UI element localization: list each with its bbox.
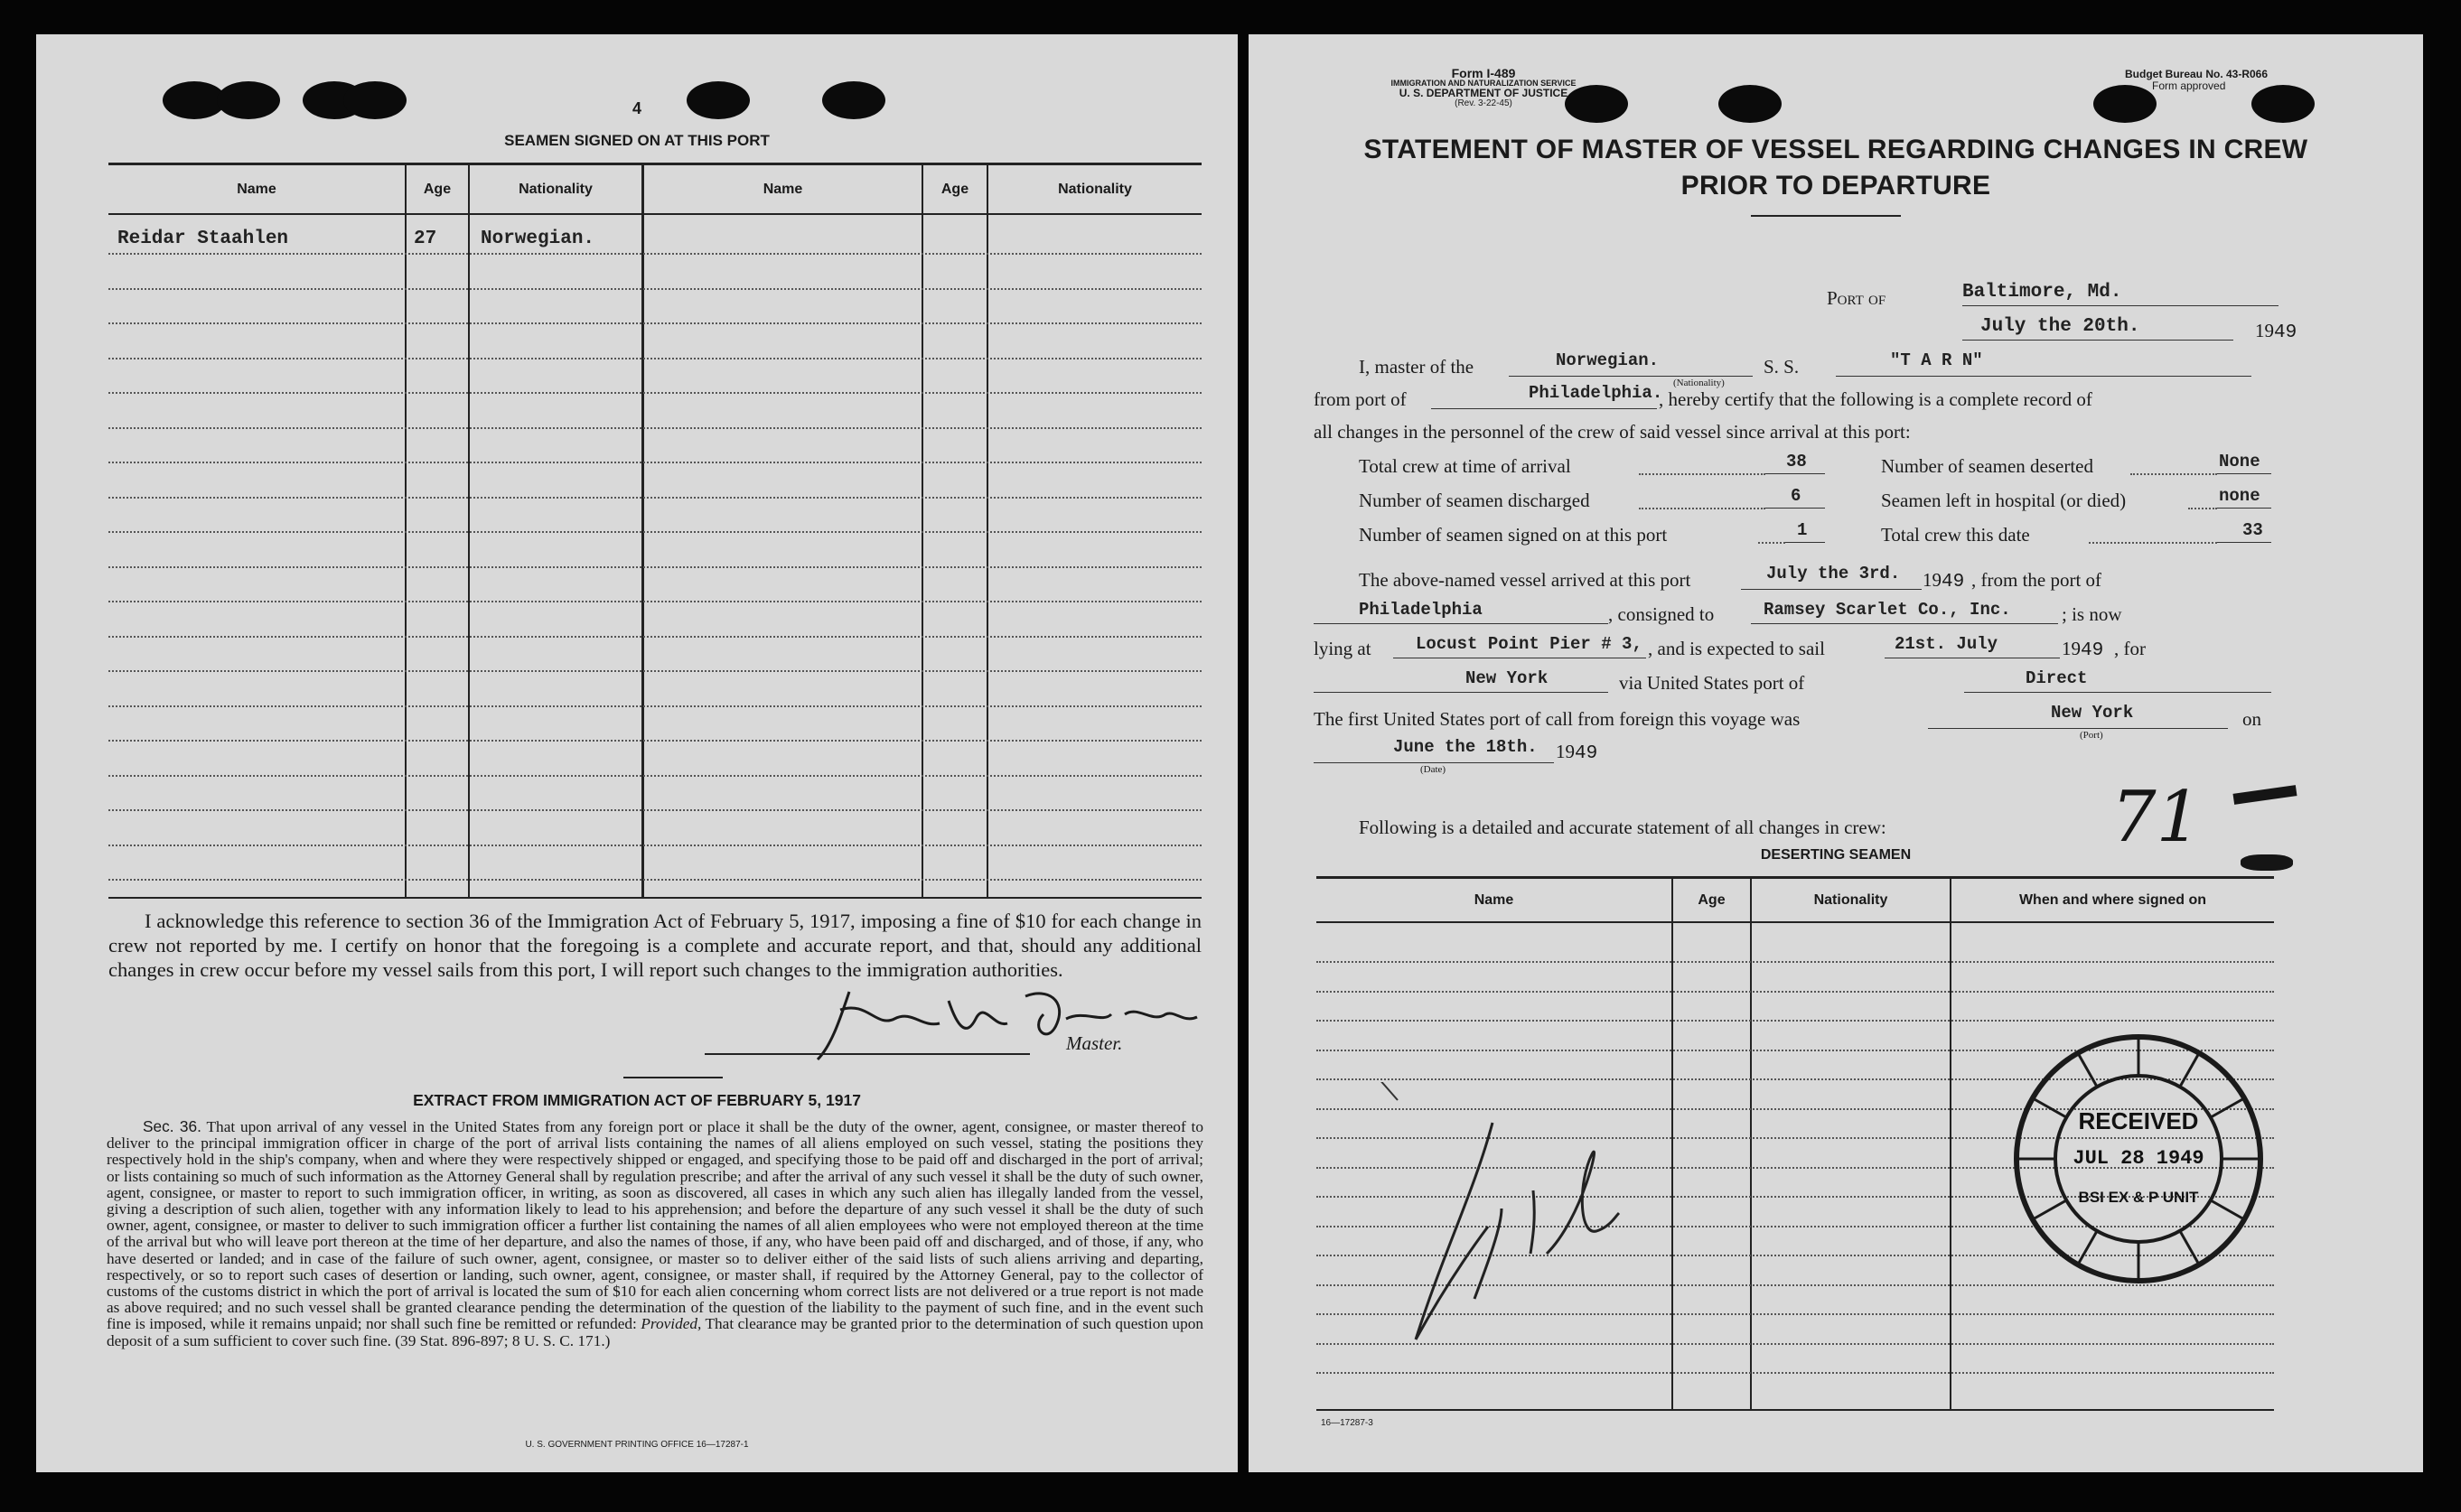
arrived-from-line — [1314, 623, 1608, 624]
acknowledgement-text: I acknowledge this reference to section 36 of the Immigration Act of February 5, 1917, imposing a fine of $10 for each change in crew not reported by me. I certify on honor that the foregoing is a complete and accurate report, and that, should any additional changes in crew occur before my vessel sails from this port, I will report such changes to the immigration authorities. — [108, 910, 1202, 981]
year-prefix: 19 — [2255, 320, 2274, 341]
left-page — [36, 34, 1238, 1472]
extract-title: EXTRACT FROM IMMIGRATION ACT OF FEBRUARY 5, 1917 — [413, 1091, 861, 1109]
row-rule — [108, 670, 1202, 672]
leader-dots — [1639, 473, 1765, 475]
leader-dots — [2188, 508, 2217, 509]
lying-at-value: Locust Point Pier # 3, — [1416, 634, 1642, 654]
row-rule — [108, 705, 1202, 707]
year-prefix: 19 — [1923, 569, 1942, 591]
date-year — [2255, 320, 2297, 343]
table-top-rule — [1316, 876, 2274, 879]
stat-line — [2217, 508, 2271, 509]
row-rule — [108, 740, 1202, 742]
is-now-label: ; is now — [2062, 603, 2122, 625]
via-label: via United States port of — [1619, 672, 1805, 694]
arrived-date: July the 3rd. — [1766, 564, 1901, 583]
deserting-title: DESERTING SEAMEN — [1760, 847, 1912, 863]
lying-at-label: lying at — [1314, 638, 1371, 659]
year-value: 49 — [1575, 743, 1598, 764]
certify-text-2: all changes in the personnel of the crew of said vessel since arrival at this port: — [1314, 421, 1911, 443]
for-label: , for — [2114, 638, 2146, 659]
consigned-value: Ramsey Scarlet Co., Inc. — [1764, 600, 2011, 620]
leader-dots — [2089, 542, 2217, 544]
row-rule — [108, 427, 1202, 429]
seaman-nationality: Norwegian. — [481, 229, 595, 249]
from-the-port-label: , from the port of — [1971, 569, 2102, 591]
port-value: Baltimore, Md. — [1962, 282, 2122, 303]
stat-value: none — [2219, 486, 2260, 506]
column-header: Nationality — [519, 182, 593, 197]
row-rule — [1316, 1372, 2274, 1374]
row-rule — [108, 775, 1202, 777]
column-header: Nationality — [1058, 182, 1132, 197]
row-rule — [108, 288, 1202, 290]
first-port-year — [1556, 741, 1597, 764]
budget-bureau — [2125, 69, 2268, 92]
stat-label: Total crew at time of arrival — [1359, 455, 1571, 477]
stat-label: Number of seamen discharged — [1359, 490, 1590, 511]
row-rule — [108, 497, 1202, 499]
date-caption: (Date) — [1420, 764, 1446, 775]
consigned-label: , consigned to — [1608, 603, 1715, 625]
row-rule — [108, 809, 1202, 811]
year-value: 49 — [1942, 572, 1965, 593]
column-header: Name — [237, 182, 276, 197]
date-line — [1962, 340, 2233, 341]
table-top-rule — [108, 163, 1202, 165]
from-port-value: Philadelphia. — [1529, 383, 1663, 403]
extract-text: That upon arrival of any vessel in the United States from any foreign port or place it shall be the duty of the owner, agent, consignee, or master thereof to deliver to the principal immigration officer in charge of the port of arrival lists containing the names of all aliens employed on such vessel, stating the positions they respectively hold in the ship's company, when and where they were respectively shipped or engaged, and specifying those to be paid off and discharged in the port of arrival; or lists containing so much of such information as the Attorney General shall by regulation prescribe; and after the arrival of any such vessel it shall be the duty of such owner, agent, consignee, or master to report to such immigration officer, in writing, as soon as discovered, all cases in which any such alien has illegally landed from the vessel, giving a description of such alien, together with any information likely to lead to his apprehension; and before the departure of any such vessel it shall be the duty of such owner, agent, consignee, or master to deliver to such immigration officer a further list containing the names of all alien employees who were not employed thereon at the time of the arrival but who will leave port thereon at the time of her departure, and also the names of those, if any, who have been paid off and discharged, and of those, if any, who have deserted or landed; and in case of the failure of such owner, agent, consignee, or master so to deliver either of the said lists of such aliens arriving and departing, respectively, or so to report such cases of desertion or landing, such owner, agent, consignee, or master shall, if required by the Attorney General, pay to the collector of customs of the customs district in which the port of arrival is located the sum of $10 for each alien concerning whom correct lists are not delivered or a true report is not made as above required; and no such vessel shall be granted clearance pending the determination of the question of the liability to the payment of such fine, and in the event such fine is imposed, while it remains unpaid; nor shall such fine be remitted or refunded: — [107, 1118, 1203, 1333]
row-rule — [108, 531, 1202, 533]
from-port-label: from port of — [1314, 388, 1407, 410]
via-line — [1964, 692, 2271, 693]
title-line-1: STATEMENT OF MASTER OF VESSEL REGARDING CHANGES IN CREW — [1363, 135, 2308, 164]
stat-line — [2217, 542, 2271, 543]
port-caption: (Port) — [2080, 730, 2103, 741]
stat-value: 38 — [1786, 452, 1807, 471]
right-page — [1249, 34, 2423, 1472]
first-port-value: New York — [2051, 703, 2134, 723]
table-bottom-rule — [108, 897, 1202, 899]
year-value: 49 — [2081, 640, 2104, 661]
first-port-line — [1928, 728, 2228, 729]
form-title — [1249, 132, 2423, 204]
certify-text: , hereby certify that the following is a complete record of — [1659, 388, 2092, 410]
stat-label: Number of seamen signed on at this port — [1359, 524, 1668, 546]
stat-value: 33 — [2242, 520, 2263, 540]
row-rule — [108, 358, 1202, 359]
column-divider — [1950, 879, 1951, 1409]
column-header: Age — [1698, 892, 1726, 908]
sail-date: 21st. July — [1895, 634, 1998, 654]
printer-mark: 16—17287-3 — [1321, 1418, 1373, 1428]
column-header: Nationality — [1813, 892, 1888, 908]
form-header — [1312, 66, 1655, 108]
master-label: Master. — [1066, 1032, 1123, 1054]
stamp-received: RECEIVED — [2078, 1107, 2199, 1134]
stat-label: Seamen left in hospital (or died) — [1881, 490, 2127, 511]
seaman-age: 27 — [414, 229, 437, 249]
row-rule — [108, 845, 1202, 846]
extract-body — [107, 1118, 1203, 1349]
agency: IMMIGRATION AND NATURALIZATION SERVICE — [1390, 79, 1577, 88]
column-header: Age — [423, 182, 452, 197]
first-port-date: June the 18th. — [1393, 737, 1538, 757]
year-prefix: 19 — [2062, 638, 2081, 659]
stamp-date: JUL 28 1949 — [2073, 1147, 2204, 1170]
stamp-unit: BSI EX & P UNIT — [2078, 1189, 2199, 1206]
stat-label: Total crew this date — [1881, 524, 2030, 546]
stat-line — [1765, 473, 1825, 474]
following-text: Following is a detailed and accurate statement of all changes in crew: — [1359, 817, 1886, 838]
arrived-from: Philadelphia — [1359, 600, 1483, 620]
stat-value: None — [2219, 452, 2260, 471]
stat-value: 1 — [1797, 520, 1808, 540]
revision: (Rev. 3-22-45) — [1455, 98, 1512, 108]
row-rule — [108, 253, 1202, 255]
punch-hole — [217, 81, 280, 119]
sail-year — [2062, 638, 2103, 661]
column-header: Name — [763, 182, 803, 197]
row-rule — [108, 879, 1202, 881]
row-rule — [1316, 1020, 2274, 1022]
stat-line — [1785, 542, 1825, 543]
row-rule — [1316, 991, 2274, 993]
column-divider — [1671, 879, 1673, 1409]
extract-proviso: Provided, — [641, 1315, 702, 1333]
destination-line — [1314, 692, 1608, 693]
vessel-name: "T A R N" — [1890, 350, 1983, 370]
stat-line — [2217, 473, 2271, 474]
pen-scratch — [2233, 785, 2297, 805]
row-rule — [108, 601, 1202, 602]
port-line — [1962, 305, 2279, 306]
via-value: Direct — [2026, 668, 2088, 688]
first-date-line — [1314, 762, 1554, 763]
arrived-year — [1923, 569, 1964, 593]
handwritten-mark: 71 — [2111, 777, 2202, 858]
from-port-line — [1431, 408, 1657, 409]
leader-dots — [1758, 542, 1785, 544]
year-value: 49 — [2274, 322, 2297, 343]
column-divider — [1750, 879, 1752, 1409]
master-signature — [813, 974, 1238, 1073]
arrived-line — [1741, 589, 1922, 590]
form-approved: Form approved — [2152, 79, 2226, 92]
first-port-label: The first United States port of call from foreign this voyage was — [1314, 708, 1801, 730]
port-label: Port of — [1827, 287, 1886, 309]
consigned-line — [1751, 623, 2058, 624]
separator — [623, 1077, 723, 1078]
arrived-label: The above-named vessel arrived at this port — [1359, 569, 1691, 591]
extract-tail: That clearance may be granted prior to the determination of such question upon deposit of a sum sufficient to cover such fine. (39 Stat. 896-897; 8 U. S. C. 171.) — [107, 1315, 1203, 1349]
nationality-line — [1509, 376, 1753, 377]
leader-dots — [2130, 473, 2217, 475]
nationality-value: Norwegian. — [1556, 350, 1660, 370]
on-label: on — [2242, 708, 2261, 730]
master-of-label: I, master of the — [1359, 356, 1474, 378]
expected-label: , and is expected to sail — [1648, 638, 1825, 659]
budget-number: Budget Bureau No. 43-R066 — [2125, 68, 2269, 80]
vessel-line — [1836, 376, 2251, 377]
row-rule — [1316, 961, 2274, 963]
section-label: Sec. 36. — [143, 1117, 201, 1135]
column-header: When and where signed on — [2018, 892, 2207, 908]
table-title: SEAMEN SIGNED ON AT THIS PORT — [504, 132, 770, 149]
row-rule — [108, 392, 1202, 394]
handwritten-nil — [1375, 1082, 1664, 1362]
ss-label: S. S. — [1764, 356, 1800, 378]
title-underline — [1751, 215, 1901, 217]
row-rule — [108, 636, 1202, 638]
seaman-name: Reidar Staahlen — [117, 229, 289, 249]
stat-label: Number of seamen deserted — [1881, 455, 2093, 477]
table-bottom-rule — [1316, 1409, 2274, 1411]
title-line-2: PRIOR TO DEPARTURE — [1680, 171, 1991, 201]
row-rule — [108, 322, 1202, 324]
table-header-rule — [1316, 921, 2274, 923]
stat-value: 6 — [1791, 486, 1801, 506]
row-rule — [108, 462, 1202, 463]
received-stamp — [2007, 1028, 2269, 1290]
printer-mark: U. S. GOVERNMENT PRINTING OFFICE 16—17287-1 — [525, 1440, 749, 1450]
column-header: Name — [1474, 892, 1514, 908]
punch-hole — [343, 81, 407, 119]
department: U. S. DEPARTMENT OF JUSTICE — [1399, 87, 1568, 99]
stat-line — [1765, 508, 1825, 509]
form-number: Form I-489 — [1451, 66, 1516, 80]
page-number: 4 — [632, 99, 642, 117]
row-rule — [108, 566, 1202, 568]
table-header-rule — [108, 213, 1202, 215]
leader-dots — [1639, 508, 1765, 509]
punch-hole — [822, 81, 885, 119]
date-value: July the 20th. — [1980, 316, 2140, 337]
destination: New York — [1465, 668, 1549, 688]
year-prefix: 19 — [1556, 741, 1575, 762]
signature-line — [705, 1053, 1030, 1055]
column-header: Age — [940, 182, 969, 197]
punch-hole — [1718, 85, 1782, 123]
nationality-caption: (Nationality) — [1673, 378, 1725, 388]
punch-hole — [687, 81, 750, 119]
